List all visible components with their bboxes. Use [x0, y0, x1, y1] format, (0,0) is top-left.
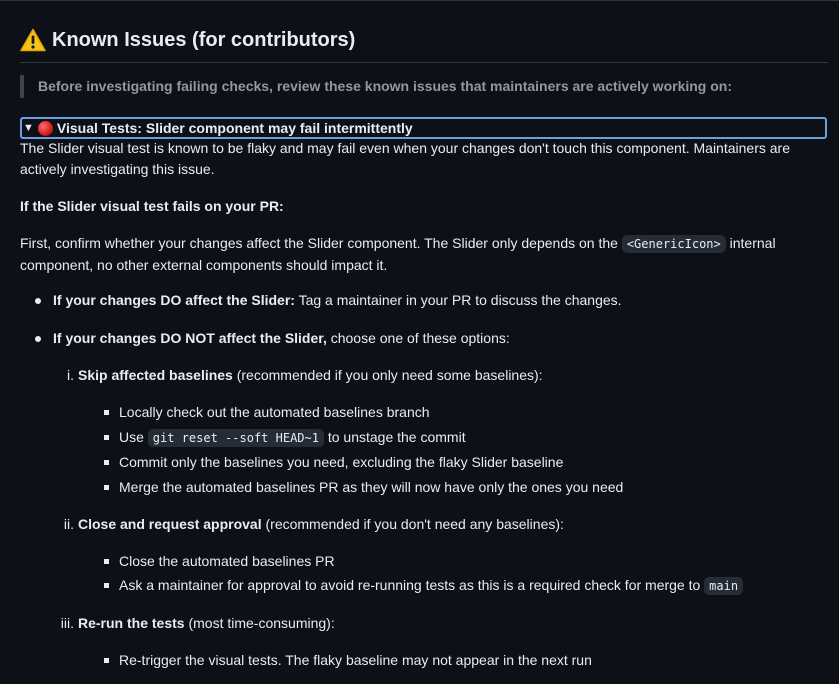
list-item: Close the automated baselines PR — [104, 551, 335, 572]
square-bullet-icon — [104, 435, 109, 440]
disclosure-triangle-icon[interactable]: ▼ — [23, 122, 34, 134]
square-bullet-icon — [104, 583, 109, 588]
red-circle-icon — [38, 121, 53, 136]
inline-code-genericicon: <GenericIcon> — [622, 235, 726, 253]
list-item: Use git reset --soft HEAD~1 to unstage the commit — [104, 427, 466, 449]
summary-title: Visual Tests: Slider component may fail intermittently — [56, 120, 413, 136]
bullet-icon — [35, 336, 41, 342]
ordered-item: iii. Re-run the tests (most time-consuming): — [60, 615, 335, 631]
first-paragraph: First, confirm whether your changes affect the Slider component. The Slider only depends on the <GenericIcon> internal component, no other external components should impact it. — [20, 235, 776, 273]
list-item: Locally check out the automated baselines branch — [104, 402, 430, 423]
ordered-item: ii. Close and request approval (recommended if you don't need any baselines): — [63, 516, 564, 532]
square-bullet-icon — [104, 460, 109, 465]
bullet-icon — [35, 298, 41, 304]
list-item: If your changes DO affect the Slider: Tag a maintainer in your PR to discuss the changes. — [20, 290, 622, 311]
top-divider — [0, 0, 839, 1]
details-summary-toggle[interactable] — [20, 117, 827, 139]
ordered-item: i. Skip affected baselines (recommended if you only need some baselines): — [67, 367, 543, 383]
list-item: Merge the automated baselines PR as they will now have only the ones you need — [104, 477, 623, 498]
inline-code-main: main — [704, 577, 743, 595]
square-bullet-icon — [104, 658, 109, 663]
square-bullet-icon — [104, 485, 109, 490]
note-text: Before investigating failing checks, review these known issues that maintainers are actively working on: — [38, 78, 732, 94]
square-bullet-icon — [104, 559, 109, 564]
list-item: Re-trigger the visual tests. The flaky baseline may not appear in the next run — [104, 650, 592, 671]
list-item: If your changes DO NOT affect the Slider, choose one of these options: — [20, 328, 510, 349]
note-blockquote — [20, 75, 732, 98]
section-heading-text: Known Issues (for contributors) — [52, 29, 356, 51]
section-heading — [20, 25, 828, 63]
intro-paragraph: The Slider visual test is known to be flaky and may fail even when your changes don't touch this component. Maintainers are actively investigating this issue. — [20, 140, 790, 177]
warning-icon — [20, 28, 46, 52]
subheading: If the Slider visual test fails on your PR: — [20, 198, 284, 214]
list-item: Commit only the baselines you need, excluding the flaky Slider baseline — [104, 452, 563, 473]
inline-code-git-reset: git reset --soft HEAD~1 — [148, 429, 324, 447]
square-bullet-icon — [104, 410, 109, 415]
list-item: Ask a maintainer for approval to avoid re-running tests as this is a required check for merge to main — [104, 575, 743, 597]
